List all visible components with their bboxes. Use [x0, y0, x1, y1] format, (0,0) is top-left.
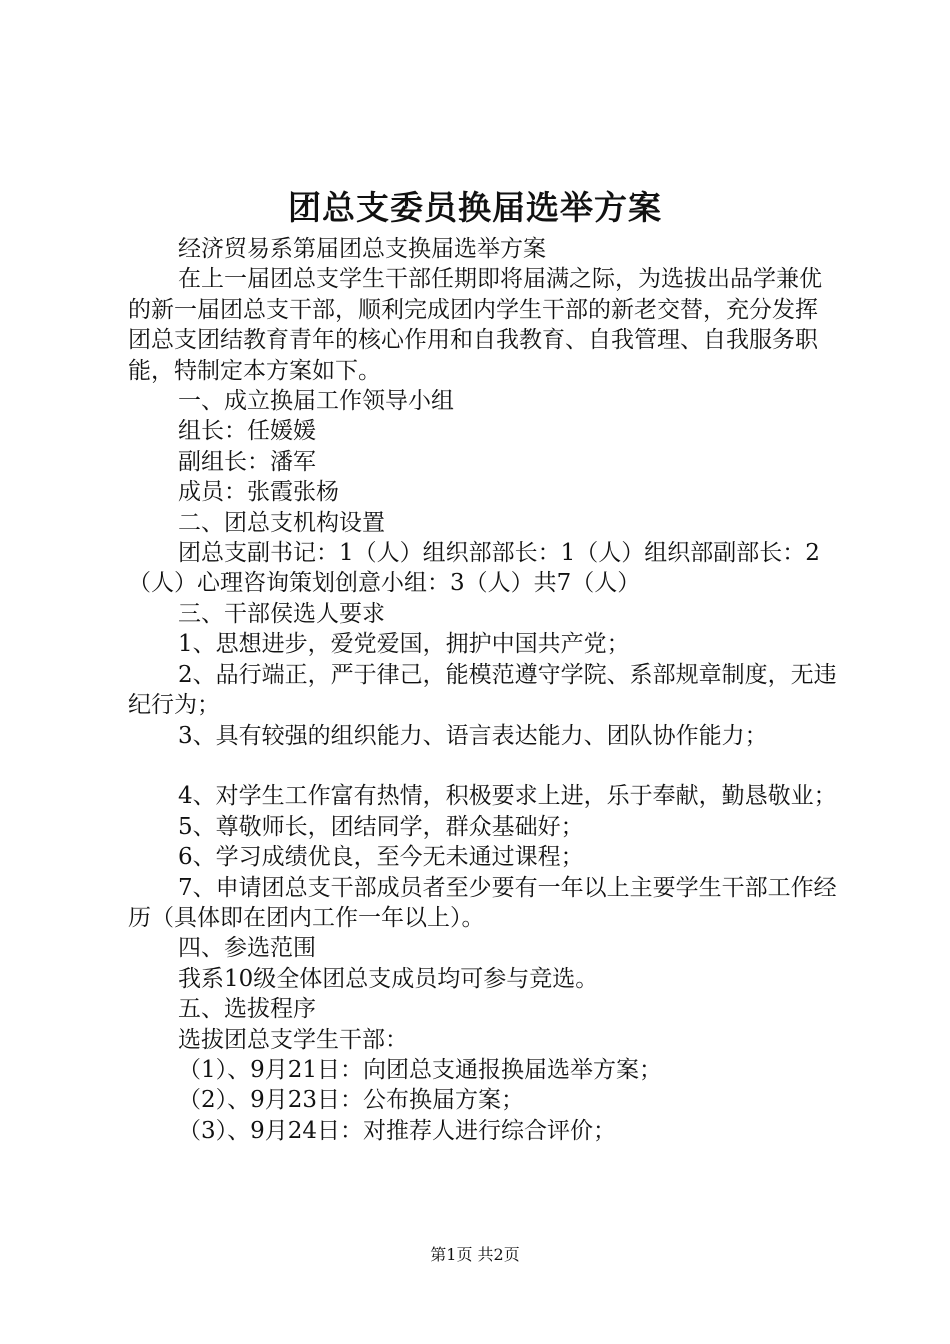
paragraph: 成员：张霞张杨	[178, 479, 339, 506]
section-heading: 五、选拔程序	[178, 996, 316, 1023]
list-item: （1）、9月21日：向团总支通报换届选举方案；	[178, 1056, 663, 1083]
list-item: 7、申请团总支干部成员者至少要有一年以上主要学生干部工作经历（具体即在团内工作一年以上）。	[128, 874, 837, 931]
section-heading: 四、参选范围	[178, 935, 316, 962]
section-heading: 三、干部侯选人要求	[178, 600, 385, 627]
list-item: （2）、9月23日：公布换届方案；	[178, 1087, 525, 1114]
document-body	[128, 234, 838, 1146]
list-item: 2、品行端正，严于律己，能模范遵守学院、系部规章制度，无违纪行为；	[128, 661, 837, 719]
list-item: 4、对学生工作富有热情，积极要求上进，乐于奉献，勤恳敬业；	[178, 783, 837, 810]
section-heading: 二、团总支机构设置	[178, 509, 385, 536]
paragraph: 团总支副书记：1（人）组织部部长：1（人）组织部副部长：2（人）心理咨询策划创意小组：3（人）共7（人）	[128, 540, 820, 597]
paragraph: 在上一届团总支学生干部任期即将届满之际，为选拔出品学兼优的新一届团总支干部，顺利完成团内学生干部的新老交替，充分发挥团总支团结教育青年的核心作用和自我教育、自我管理、自我服务职能，特制定本方案如下。	[128, 266, 822, 384]
blank-line	[128, 751, 838, 781]
list-item: （3）、9月24日：对推荐人进行综合评价；	[178, 1117, 617, 1144]
paragraph: 副组长：潘军	[178, 448, 316, 475]
section-heading: 一、成立换届工作领导小组	[178, 388, 454, 415]
list-item: 5、尊敬师长，团结同学，群众基础好；	[178, 813, 584, 840]
list-item: 6、学习成绩优良，至今无未通过课程；	[178, 844, 584, 871]
paragraph: 我系10级全体团总支成员均可参与竞选。	[178, 965, 599, 992]
paragraph: 选拔团总支学生干部：	[178, 1026, 408, 1053]
list-item: 3、具有较强的组织能力、语言表达能力、团队协作能力；	[178, 722, 768, 749]
paragraph: 组长：任媛媛	[178, 418, 316, 445]
document-title: 团总支委员换届选举方案	[288, 188, 662, 227]
page-number-footer: 第1页 共2页	[430, 1245, 520, 1264]
paragraph: 经济贸易系第届团总支换届选举方案	[178, 236, 546, 262]
list-item: 1、思想进步，爱党爱国，拥护中国共产党；	[178, 631, 630, 658]
